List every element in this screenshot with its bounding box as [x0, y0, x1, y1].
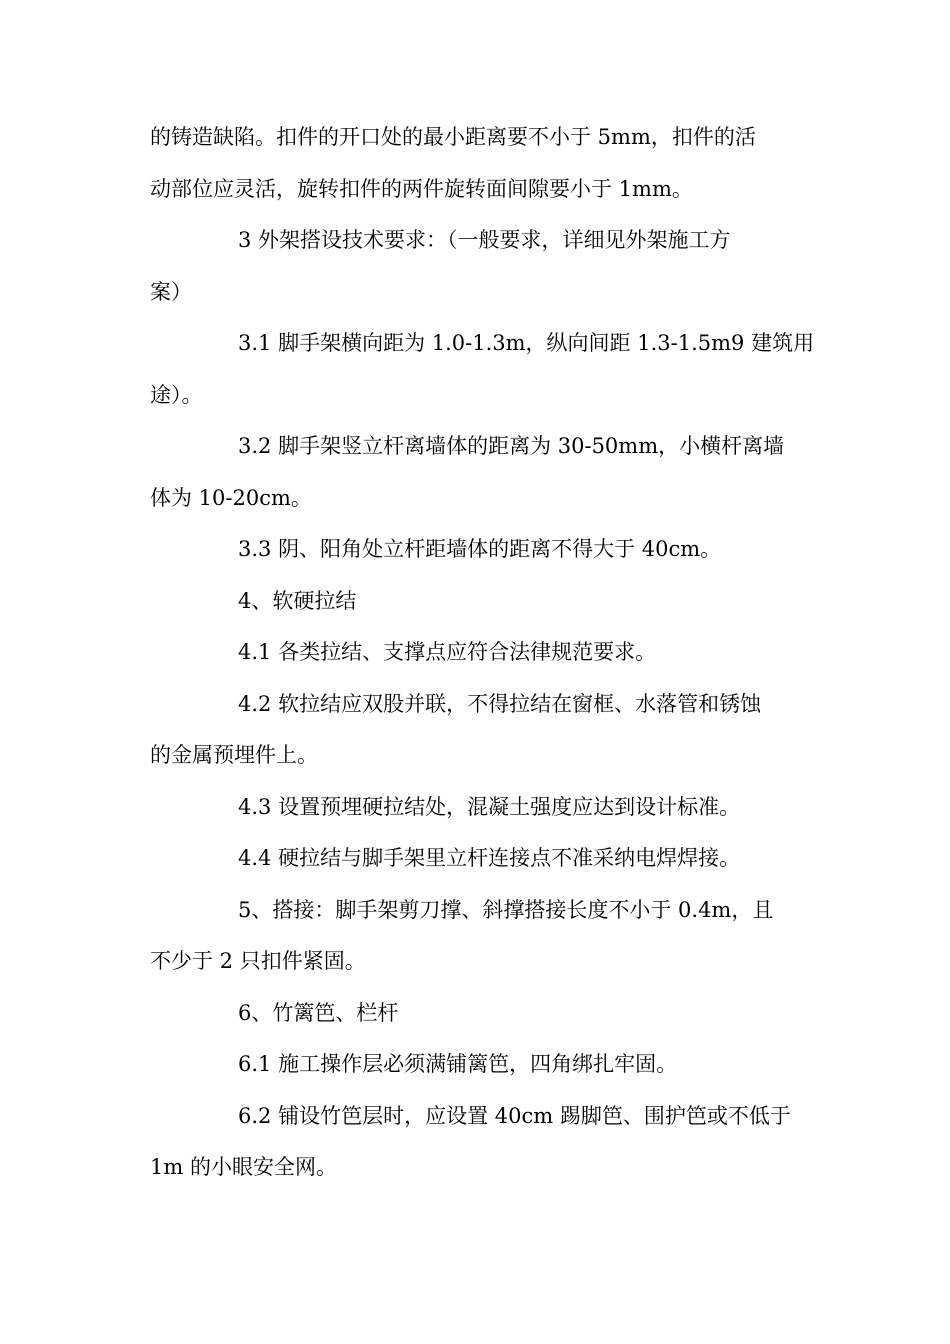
text-line: 3.3 阴、阳角处立杆距墙体的距离不得大于 40cm。	[238, 537, 722, 561]
text-line: 3.1 脚手架横向距为 1.0-1.3m，纵向间距 1.3-1.5m9 建筑用	[238, 331, 815, 355]
text-line: 5、搭接：脚手架剪刀撑、斜撑搭接长度不小于 0.4m，且	[238, 898, 774, 922]
text-line: 4.2 软拉结应双股并联，不得拉结在窗框、水落管和锈蚀	[238, 692, 762, 716]
section-heading: 6、竹篱笆、栏杆	[238, 1001, 399, 1025]
text-line: 1m 的小眼安全网。	[150, 1155, 337, 1179]
text-line: 不少于 2 只扣件紧固。	[150, 949, 366, 973]
text-line: 案）	[150, 280, 192, 304]
text-line: 6.1 施工操作层必须满铺篱笆，四角绑扎牢固。	[238, 1052, 678, 1076]
text-line: 4.3 设置预埋硬拉结处，混凝土强度应达到设计标准。	[238, 795, 741, 819]
text-line: 4.1 各类拉结、支撑点应符合法律规范要求。	[238, 640, 657, 664]
text-line: 3.2 脚手架竖立杆离墙体的距离为 30-50mm，小横杆离墙	[238, 434, 785, 458]
text-line: 的金属预埋件上。	[150, 743, 318, 767]
section-heading: 4、软硬拉结	[238, 589, 357, 613]
text-line: 动部位应灵活，旋转扣件的两件旋转面间隙要小于 1mm。	[150, 177, 693, 201]
text-line: 3 外架搭设技术要求：（一般要求，详细见外架施工方	[238, 228, 731, 252]
text-line: 的铸造缺陷。扣件的开口处的最小距离要不小于 5mm，扣件的活	[150, 125, 756, 149]
text-line: 4.4 硬拉结与脚手架里立杆连接点不准采纳电焊焊接。	[238, 846, 741, 870]
text-line: 途）。	[150, 383, 203, 407]
text-line: 6.2 铺设竹笆层时，应设置 40cm 踢脚笆、围护笆或不低于	[238, 1104, 791, 1128]
text-line: 体为 10-20cm。	[150, 486, 312, 510]
